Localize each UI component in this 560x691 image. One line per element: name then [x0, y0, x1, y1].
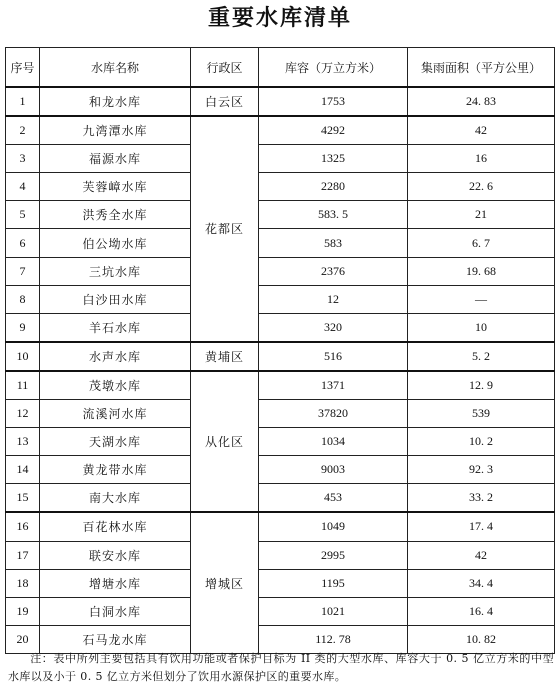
cell-no: 17 — [6, 541, 40, 569]
cell-capacity: 1021 — [259, 597, 408, 625]
cell-capacity: 9003 — [259, 456, 408, 484]
footnote — [8, 650, 554, 686]
footnote-text: 注：表中所列主要包括具有饮用功能或者保护目标为 II 类的大型水库、库容大于 0. 5 亿立方米的中型水库以及小于 0. 5 亿立方米但划分了饮用水源保护区的重要水库。 — [8, 652, 554, 683]
cell-name: 南大水库 — [40, 484, 191, 513]
cell-area: 42 — [408, 116, 555, 145]
header-area: 集雨面积（平方公里） — [408, 48, 555, 88]
cell-capacity: 12 — [259, 285, 408, 313]
cell-capacity: 37820 — [259, 400, 408, 428]
cell-capacity: 2376 — [259, 257, 408, 285]
cell-district: 黄埔区 — [191, 342, 259, 371]
cell-no: 15 — [6, 484, 40, 513]
cell-capacity: 1753 — [259, 87, 408, 116]
table-header-row — [6, 48, 555, 88]
page-title: 重要水库清单 — [207, 5, 352, 31]
table-row — [6, 201, 555, 229]
cell-area: 10 — [408, 313, 555, 342]
cell-capacity: 583 — [259, 229, 408, 257]
cell-area: 42 — [408, 541, 555, 569]
table-row — [6, 371, 555, 400]
cell-area: 17. 4 — [408, 512, 555, 541]
cell-area: 21 — [408, 201, 555, 229]
cell-no: 10 — [6, 342, 40, 371]
table-body — [6, 87, 555, 653]
cell-capacity: 2280 — [259, 173, 408, 201]
cell-no: 4 — [6, 173, 40, 201]
cell-no: 20 — [6, 625, 40, 653]
cell-area: 92. 3 — [408, 456, 555, 484]
cell-no: 8 — [6, 285, 40, 313]
cell-name: 伯公坳水库 — [40, 229, 191, 257]
cell-no: 13 — [6, 428, 40, 456]
cell-name: 茂墩水库 — [40, 371, 191, 400]
header-capacity: 库容（万立方米） — [259, 48, 408, 88]
cell-no: 14 — [6, 456, 40, 484]
cell-capacity: 112. 78 — [259, 625, 408, 653]
table-row — [6, 541, 555, 569]
cell-area: 22. 6 — [408, 173, 555, 201]
cell-area: 33. 2 — [408, 484, 555, 513]
cell-no: 9 — [6, 313, 40, 342]
cell-area: 10. 2 — [408, 428, 555, 456]
cell-no: 2 — [6, 116, 40, 145]
cell-area: — — [408, 285, 555, 313]
table-row — [6, 569, 555, 597]
table-row — [6, 342, 555, 371]
header-no: 序号 — [6, 48, 40, 88]
cell-district: 白云区 — [191, 87, 259, 116]
table-row — [6, 313, 555, 342]
cell-capacity: 1034 — [259, 428, 408, 456]
cell-name: 联安水库 — [40, 541, 191, 569]
table-row — [6, 484, 555, 513]
cell-no: 16 — [6, 512, 40, 541]
cell-area: 19. 68 — [408, 257, 555, 285]
cell-capacity: 1195 — [259, 569, 408, 597]
cell-name: 黄龙带水库 — [40, 456, 191, 484]
cell-capacity: 453 — [259, 484, 408, 513]
cell-no: 11 — [6, 371, 40, 400]
cell-name: 三坑水库 — [40, 257, 191, 285]
cell-capacity: 1049 — [259, 512, 408, 541]
table-row — [6, 456, 555, 484]
cell-district: 增城区 — [191, 512, 259, 653]
cell-district: 花都区 — [191, 116, 259, 342]
cell-no: 5 — [6, 201, 40, 229]
reservoir-table — [5, 47, 555, 654]
table-row — [6, 597, 555, 625]
cell-capacity: 516 — [259, 342, 408, 371]
table-row — [6, 257, 555, 285]
cell-area: 12. 9 — [408, 371, 555, 400]
cell-area: 16 — [408, 145, 555, 173]
cell-name: 和龙水库 — [40, 87, 191, 116]
cell-name: 芙蓉嶂水库 — [40, 173, 191, 201]
cell-district: 从化区 — [191, 371, 259, 512]
table-row — [6, 173, 555, 201]
table-row — [6, 87, 555, 116]
cell-name: 白洞水库 — [40, 597, 191, 625]
cell-no: 6 — [6, 229, 40, 257]
cell-name: 石马龙水库 — [40, 625, 191, 653]
cell-no: 3 — [6, 145, 40, 173]
table-row — [6, 145, 555, 173]
cell-name: 增塘水库 — [40, 569, 191, 597]
header-name: 水库名称 — [40, 48, 191, 88]
table-row — [6, 116, 555, 145]
cell-name: 天湖水库 — [40, 428, 191, 456]
cell-name: 流溪河水库 — [40, 400, 191, 428]
cell-capacity: 320 — [259, 313, 408, 342]
cell-capacity: 4292 — [259, 116, 408, 145]
cell-no: 1 — [6, 87, 40, 116]
cell-area: 24. 83 — [408, 87, 555, 116]
cell-name: 洪秀全水库 — [40, 201, 191, 229]
cell-area: 5. 2 — [408, 342, 555, 371]
cell-capacity: 583. 5 — [259, 201, 408, 229]
cell-name: 九湾潭水库 — [40, 116, 191, 145]
cell-name: 福源水库 — [40, 145, 191, 173]
cell-name: 水声水库 — [40, 342, 191, 371]
table-row — [6, 400, 555, 428]
cell-area: 16. 4 — [408, 597, 555, 625]
cell-area: 34. 4 — [408, 569, 555, 597]
cell-no: 12 — [6, 400, 40, 428]
cell-no: 7 — [6, 257, 40, 285]
cell-area: 6. 7 — [408, 229, 555, 257]
cell-no: 19 — [6, 597, 40, 625]
cell-capacity: 2995 — [259, 541, 408, 569]
cell-area: 539 — [408, 400, 555, 428]
header-district: 行政区 — [191, 48, 259, 88]
cell-area: 10. 82 — [408, 625, 555, 653]
cell-capacity: 1325 — [259, 145, 408, 173]
cell-name: 白沙田水库 — [40, 285, 191, 313]
cell-no: 18 — [6, 569, 40, 597]
cell-capacity: 1371 — [259, 371, 408, 400]
table-row — [6, 512, 555, 541]
table-row — [6, 229, 555, 257]
cell-name: 百花林水库 — [40, 512, 191, 541]
table-row — [6, 428, 555, 456]
table-row — [6, 285, 555, 313]
cell-name: 羊石水库 — [40, 313, 191, 342]
